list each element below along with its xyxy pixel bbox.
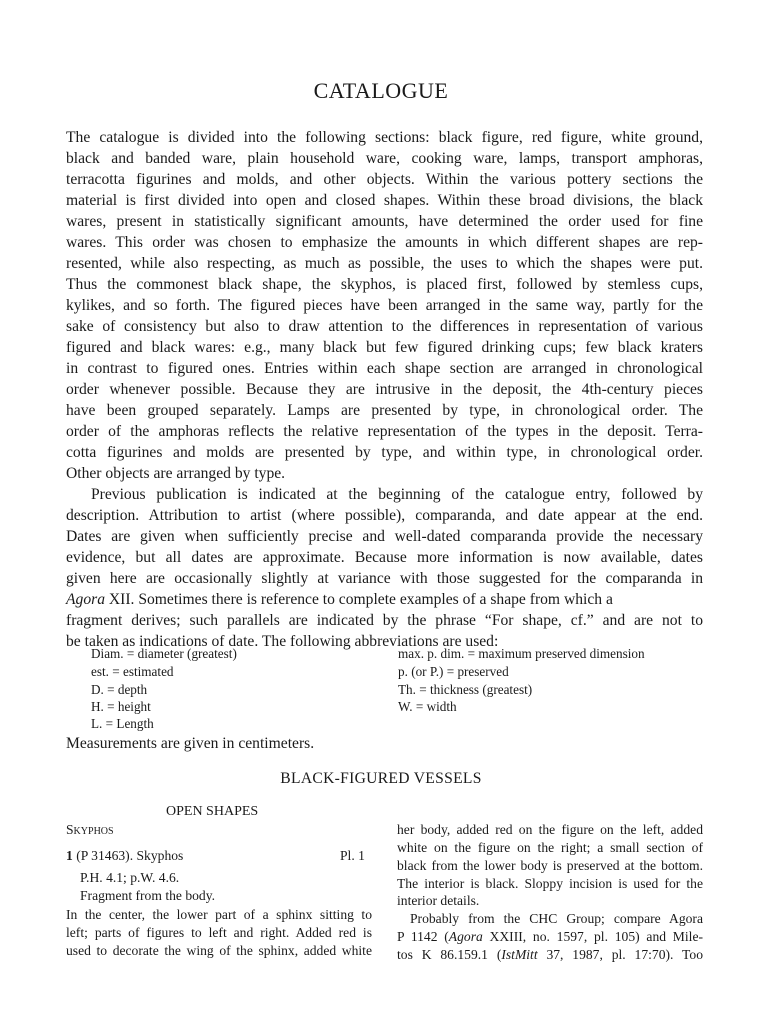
entry-state: Fragment from the body.	[80, 888, 216, 903]
intro-line: sake of consistency but also to draw attention to the differences in representation of various	[66, 318, 703, 335]
abbreviation-item: W. = width	[398, 699, 457, 714]
entry-heading	[66, 848, 183, 864]
intro-line: given here are occasionally slightly at variance with those suggested for the comparanda in	[66, 570, 703, 587]
intro-line: cotta figurines and molds are presented by type, and within type, in chronological order.	[66, 444, 703, 461]
entry-description-line: interior details.	[397, 893, 480, 908]
entry-inventory: (P 31463). Skyphos	[76, 848, 184, 863]
section-heading: BLACK-FIGURED VESSELS	[280, 770, 482, 787]
abbreviation-item: p. (or P.) = preserved	[398, 664, 509, 679]
entry-description-line: her body, added red on the figure on the left, added	[397, 822, 703, 837]
intro-line: black and banded ware, plain household ware, cooking ware, lamps, transport amphoras,	[66, 150, 703, 167]
intro-line: Thus the commonest black shape, the skyphos, is placed first, followed by stemless cups,	[66, 276, 703, 293]
abbreviation-item: est. = estimated	[91, 664, 174, 679]
intro-line: order whenever possible. Because they are intrusive in the deposit, the 4th-century pieces	[66, 381, 703, 398]
intro-line: resented, while also respecting, as much as possible, the uses to which the shapes were put.	[66, 255, 703, 272]
entry-comparanda-line	[397, 947, 703, 963]
abbreviation-item: Th. = thickness (greatest)	[398, 682, 533, 697]
entry-number: 1	[66, 848, 73, 863]
intro-line: wares. This order was chosen to emphasize the amounts in which different shapes are rep-	[66, 234, 703, 251]
abbreviation-item: D. = depth	[91, 682, 148, 697]
intro-line: have been grouped separately. Lamps are presented by type, in chronological order. The	[66, 402, 703, 419]
text-part: tos K 86.159.1 (	[397, 947, 502, 962]
subsection-heading: OPEN SHAPES	[166, 804, 259, 819]
intro-line-rest: XII. Sometimes there is reference to complete examples of a shape from which a	[108, 591, 613, 608]
intro-line: evidence, but all dates are approximate. Because more information is now available, dates	[66, 549, 703, 566]
intro-line: Dates are given when sufficiently precise and well-dated comparanda provide the necessary	[66, 528, 703, 545]
entry-description-line: used to decorate the wing of the sphinx, added white	[66, 943, 372, 958]
entry-comparanda-line	[397, 929, 703, 945]
entry-description-line: left; parts of figures to left and right. Added red is	[66, 925, 372, 940]
entry-description-line: black from the lower body is preserved at the bottom.	[397, 858, 703, 873]
abbreviation-item: H. = height	[91, 699, 151, 714]
entry-description-line: The interior is black. Sloppy incision is used for the	[397, 876, 703, 891]
intro-line: Previous publication is indicated at the beginning of the catalogue entry, followed by	[91, 486, 703, 503]
intro-line: terracotta figurines and molds, and other objects. Within the various pottery sections the	[66, 171, 703, 188]
shape-heading: Skyphos	[66, 822, 114, 837]
intro-line: wares, present in statistically significant amounts, have determined the order used for fine	[66, 213, 703, 230]
page-title: CATALOGUE	[313, 78, 449, 103]
abbreviation-item: L. = Length	[91, 716, 154, 731]
text-part: P 1142 (	[397, 929, 449, 944]
intro-line-agora	[66, 589, 703, 610]
intro-line: fragment derives; such parallels are indicated by the phrase “For shape, cf.” and are not to	[66, 612, 703, 629]
intro-line: description. Attribution to artist (where possible), comparanda, and date appear at the end.	[66, 507, 703, 524]
italic-part: IstMitt	[501, 947, 538, 962]
abbreviation-item: max. p. dim. = maximum preserved dimension	[398, 646, 645, 661]
intro-line: The catalogue is divided into the following sections: black figure, red figure, white ground,	[66, 129, 703, 146]
agora-italic: Agora	[66, 591, 105, 608]
intro-line: in contrast to figured ones. Entries within each shape section are arranged in chronological	[66, 360, 703, 377]
intro-line: Other objects are arranged by type.	[66, 465, 286, 482]
italic-part: Agora	[448, 929, 483, 944]
measurements-note: Measurements are given in centimeters.	[66, 735, 315, 752]
intro-line: be taken as indications of date. The following abbreviations are used:	[66, 633, 499, 650]
intro-line: order of the amphoras reflects the relative representation of the types in the deposit. Terra-	[66, 423, 703, 440]
entry-dimensions: P.H. 4.1; p.W. 4.6.	[80, 870, 180, 885]
intro-line: figured and black wares: e.g., many black but few figured drinking cups; few black kraters	[66, 339, 703, 356]
text-part: XXIII, no. 1597, pl. 105) and Mile-	[482, 929, 704, 944]
text-part: 37, 1987, pl. 17:70). Too	[537, 947, 703, 962]
entry-description-line: In the center, the lower part of a sphinx sitting to	[66, 907, 372, 922]
intro-line: material is first divided into open and closed shapes. Within these broad divisions, the black	[66, 192, 703, 209]
intro-line: kylikes, and so forth. The figured pieces have been arranged in the same way, partly for the	[66, 297, 703, 314]
entry-description-line: white on the figure on the right; a small section of	[397, 840, 703, 855]
entry-comparanda-line: Probably from the CHC Group; compare Agora	[410, 911, 703, 926]
abbreviation-item: Diam. = diameter (greatest)	[91, 646, 237, 661]
entry-plate: Pl. 1	[340, 848, 365, 863]
